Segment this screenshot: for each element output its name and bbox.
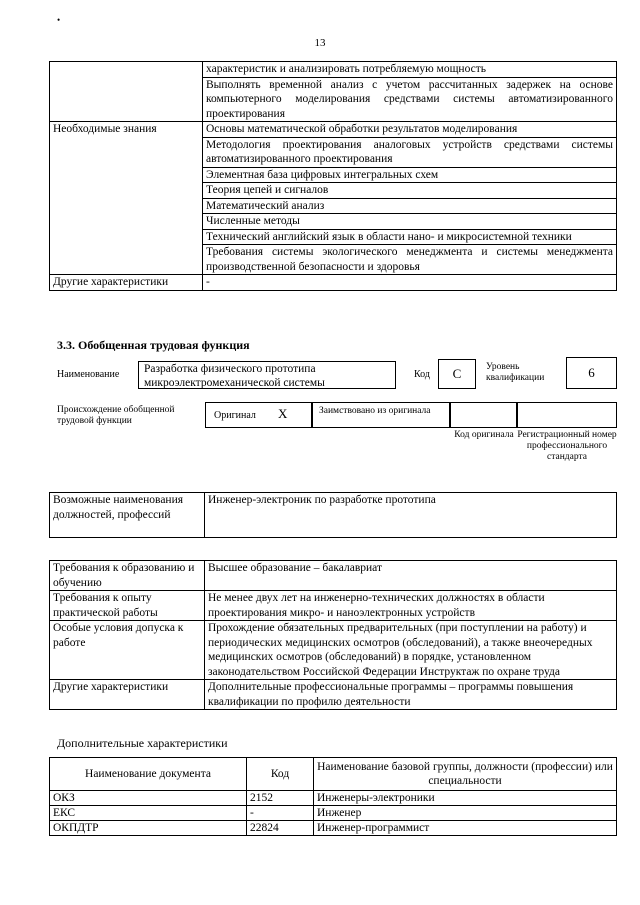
table-row bbox=[50, 561, 617, 591]
table-header-row bbox=[50, 758, 617, 791]
table-cell: Основы математической обработки результатов моделирования bbox=[203, 122, 617, 138]
table-cell: Выполнять временной анализ с учетом рассчитанных задержек на основе компьютерного моделирования средствами системы автоматизированного проектирования bbox=[203, 77, 617, 122]
column-header: Наименование документа bbox=[50, 758, 247, 791]
table-cell: Элементная база цифровых интегральных схем bbox=[203, 167, 617, 183]
table-cell: характеристик и анализировать потребляемую мощность bbox=[203, 62, 617, 78]
table-row bbox=[50, 245, 617, 275]
table-row bbox=[50, 137, 617, 167]
table-row bbox=[50, 493, 617, 538]
table-cell: Требования системы экологического менеджмента и системы менеджмента производственной безопасности и здоровья bbox=[203, 245, 617, 275]
table-cell: Не менее двух лет на инженерно-технических должностях в области проектирования микро- и наноэлектронных устройств bbox=[205, 591, 617, 621]
table-cell bbox=[50, 245, 203, 275]
additional-title: Дополнительные характеристики bbox=[57, 736, 228, 750]
borrowed-box bbox=[312, 402, 450, 428]
reg-number-caption: Регистрационный номер профессионального стандарта bbox=[517, 430, 617, 462]
table-row bbox=[50, 198, 617, 214]
table-cell: Требования к опыту практической работы bbox=[50, 591, 205, 621]
table-cell: Инженер-программист bbox=[314, 821, 617, 836]
name-value: Разработка физического прототипа микроэлектромеханической системы bbox=[144, 363, 325, 389]
table-cell: Другие характеристики bbox=[50, 680, 205, 710]
table-cell: Инженеры-электроники bbox=[314, 791, 617, 806]
table-cell bbox=[50, 198, 203, 214]
code-value-box bbox=[438, 359, 476, 389]
table-cell bbox=[50, 183, 203, 199]
table-cell: ОКПДТР bbox=[50, 821, 247, 836]
column-header: Наименование базовой группы, должности (профессии) или специальности bbox=[314, 758, 617, 791]
table-cell: 22824 bbox=[247, 821, 314, 836]
name-value-box bbox=[138, 361, 396, 389]
table-cell: - bbox=[247, 806, 314, 821]
table-row bbox=[50, 62, 617, 78]
table-row bbox=[50, 167, 617, 183]
origin-label: Происхождение обобщенной трудовой функции bbox=[57, 405, 175, 426]
table-cell: - bbox=[203, 275, 617, 291]
table-cell: ОКЗ bbox=[50, 791, 247, 806]
table-row bbox=[50, 275, 617, 291]
table-cell: Теория цепей и сигналов bbox=[203, 183, 617, 199]
level-label: Уровень квалификации bbox=[486, 362, 545, 383]
page-mark: • bbox=[57, 15, 61, 25]
table-cell bbox=[50, 62, 203, 78]
table-cell: Прохождение обязательных предварительных (при поступлении на работу) и периодических медицинских осмотров (обследований), а также внеочередных медицинских осмотров (обследований) в порядке, установленном законодательством Российской Федерации Инструктаж по охране труда bbox=[205, 621, 617, 680]
table-cell: 2152 bbox=[247, 791, 314, 806]
code-original-box bbox=[450, 402, 517, 428]
table-row bbox=[50, 122, 617, 138]
table-cell: Технический английский язык в области нано- и микросистемной техники bbox=[203, 229, 617, 245]
code-value: C bbox=[452, 366, 462, 381]
requirements-table bbox=[49, 560, 617, 710]
skills-knowledge-table bbox=[49, 61, 617, 291]
table-cell bbox=[50, 214, 203, 230]
level-value-box bbox=[566, 357, 617, 389]
table-row bbox=[50, 229, 617, 245]
table-cell: Другие характеристики bbox=[50, 275, 203, 291]
additional-table bbox=[49, 757, 617, 836]
level-value: 6 bbox=[588, 365, 595, 380]
original-mark: X bbox=[278, 406, 288, 421]
table-row bbox=[50, 791, 617, 806]
section-title: 3.3. Обобщенная трудовая функция bbox=[57, 338, 250, 352]
column-header: Код bbox=[247, 758, 314, 791]
table-cell: Требования к образованию и обучению bbox=[50, 561, 205, 591]
original-box bbox=[205, 402, 312, 428]
name-label: Наименование bbox=[57, 369, 120, 380]
table-cell bbox=[50, 77, 203, 122]
borrowed-label: Заимствовано из оригинала bbox=[319, 406, 431, 416]
page-number: 13 bbox=[314, 37, 326, 49]
positions-table bbox=[49, 492, 617, 538]
code-original-caption: Код оригинала bbox=[454, 430, 514, 440]
table-cell: Высшее образование – бакалавриат bbox=[205, 561, 617, 591]
table-row bbox=[50, 806, 617, 821]
table-row bbox=[50, 77, 617, 122]
table-row bbox=[50, 214, 617, 230]
code-label: Код bbox=[414, 369, 430, 380]
table-row bbox=[50, 183, 617, 199]
table-cell: ЕКС bbox=[50, 806, 247, 821]
table-row bbox=[50, 680, 617, 710]
table-row bbox=[50, 621, 617, 680]
table-cell: Методология проектирования аналоговых устройств средствами системы автоматизированного проектирования bbox=[203, 137, 617, 167]
table-cell bbox=[50, 229, 203, 245]
table-cell: Математический анализ bbox=[203, 198, 617, 214]
table-cell: Инженер bbox=[314, 806, 617, 821]
table-cell: Дополнительные профессиональные программы – программы повышения квалификации по профилю деятельности bbox=[205, 680, 617, 710]
table-cell: Численные методы bbox=[203, 214, 617, 230]
table-cell: Инженер-электроник по разработке прототипа bbox=[205, 493, 617, 538]
table-row bbox=[50, 821, 617, 836]
reg-number-box bbox=[517, 402, 617, 428]
table-cell: Возможные наименования должностей, профессий bbox=[50, 493, 205, 538]
table-cell bbox=[50, 167, 203, 183]
table-cell: Особые условия допуска к работе bbox=[50, 621, 205, 680]
table-row bbox=[50, 591, 617, 621]
table-cell bbox=[50, 137, 203, 167]
table-cell: Необходимые знания bbox=[50, 122, 203, 138]
original-label: Оригинал bbox=[214, 410, 256, 421]
